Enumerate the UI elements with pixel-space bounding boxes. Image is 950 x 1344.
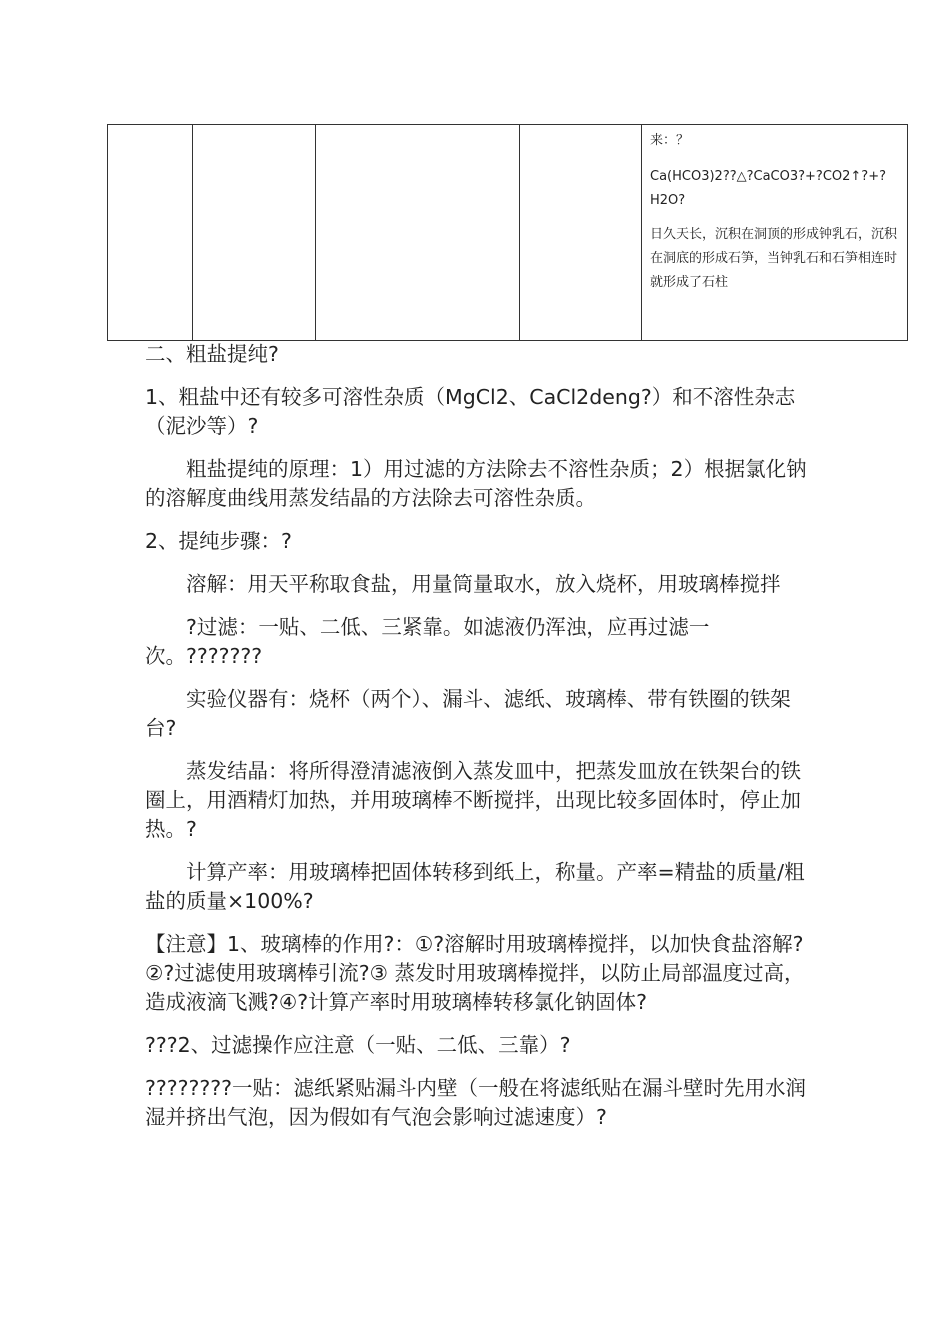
paragraph: ?过滤：一贴、二低、三紧靠。如滤液仍浑浊，应再过滤一次。??????? <box>145 615 710 668</box>
body-text <box>145 340 810 1146</box>
table-cell-notes <box>642 125 908 341</box>
cell-line: Ca(HCO3)2??△?CaCO3?+?CO2↑?+?H2O? <box>650 169 886 208</box>
paragraph: 【注意】1、玻璃棒的作用?：①?溶解时用玻璃棒搅拌，以加快食盐溶解?②?过滤使用玻璃棒引流?③ 蒸发时用玻璃棒搅拌，以防止局部温度过高，造成液滴飞溅?④?计算产率时用玻璃棒转移氯化钠固体? <box>145 932 805 1014</box>
table-cell <box>316 125 520 341</box>
paragraph: 2、提纯步骤：? <box>145 529 292 553</box>
table-cell <box>108 125 193 341</box>
table-cell <box>520 125 642 341</box>
paragraph: 溶解：用天平称取食盐，用量筒量取水，放入烧杯，用玻璃棒搅拌 <box>186 572 781 596</box>
paragraph: ???2、过滤操作应注意（一贴、二低、三靠）? <box>145 1033 571 1057</box>
section-heading: 二、粗盐提纯? <box>145 342 279 366</box>
paragraph: 计算产率：用玻璃棒把固体转移到纸上，称量。产率=精盐的质量/粗盐的质量×100%? <box>145 860 805 913</box>
cell-line: 日久天长，沉积在洞顶的形成钟乳石，沉积在洞底的形成石笋，当钟乳石和石笋相连时就形成了石柱 <box>650 227 898 290</box>
paragraph: 蒸发结晶：将所得澄清滤液倒入蒸发皿中，把蒸发皿放在铁架台的铁圈上，用酒精灯加热，并用玻璃棒不断搅拌，出现比较多固体时，停止加热。? <box>145 759 801 841</box>
cell-line: 来：？ <box>650 133 690 148</box>
data-table <box>107 124 908 341</box>
table-cell <box>193 125 316 341</box>
paragraph: 实验仪器有：烧杯（两个）、漏斗、滤纸、玻璃棒、带有铁圈的铁架台? <box>145 687 791 740</box>
paragraph: 1、粗盐中还有较多可溶性杂质（MgCl2、CaCl2deng?）和不溶性杂志（泥沙等）? <box>145 385 796 438</box>
paragraph: ????????一贴：滤纸紧贴漏斗内壁（一般在将滤纸贴在漏斗壁时先用水润湿并挤出气泡，因为假如有气泡会影响过滤速度）? <box>145 1076 807 1129</box>
paragraph: 粗盐提纯的原理：1）用过滤的方法除去不溶性杂质；2）根据氯化钠的溶解度曲线用蒸发结晶的方法除去可溶性杂质。 <box>145 457 807 510</box>
table-row <box>108 125 908 341</box>
